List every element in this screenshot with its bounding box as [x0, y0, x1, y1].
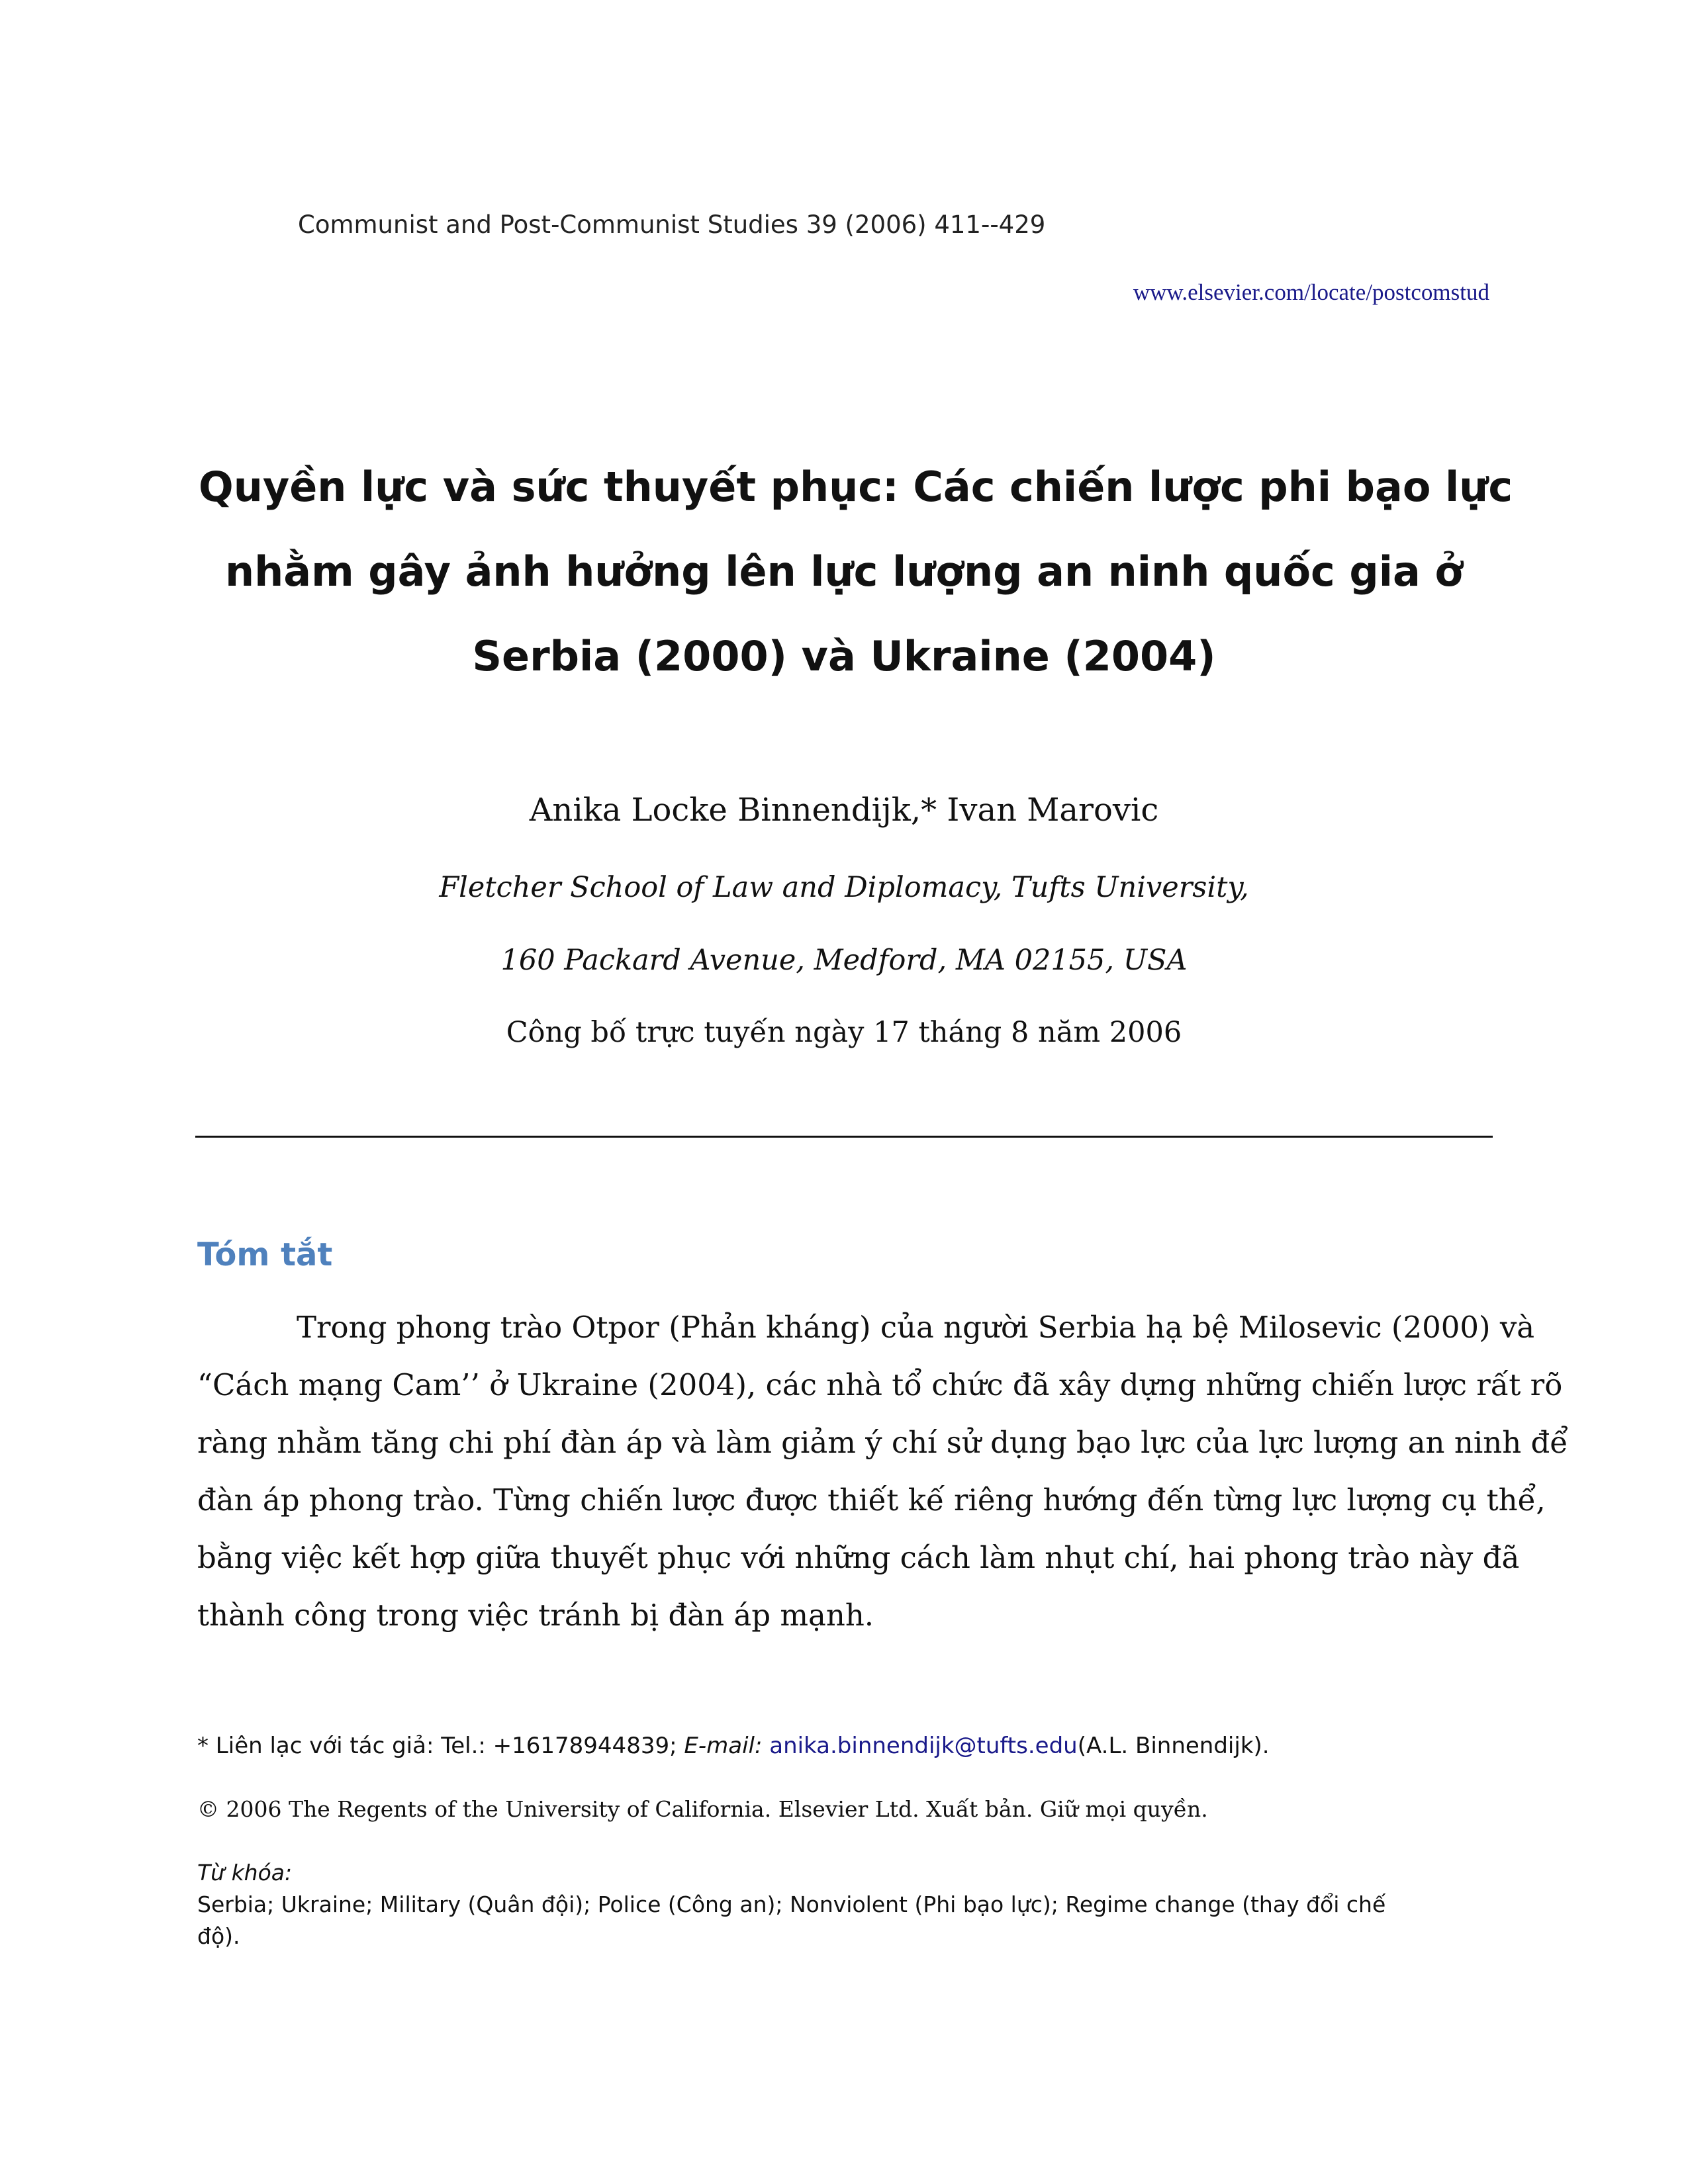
abstract-body	[197, 1298, 1568, 1644]
affiliation-line-1: Fletcher School of Law and Diplomacy, Tufts University,	[439, 871, 1249, 904]
footnote-contact: * Liên lạc với tác giả: Tel.: +16178944839;	[197, 1733, 684, 1759]
author-list: Anika Locke Binnendijk,* Ivan Marovic	[529, 792, 1159, 829]
footnote-email-link[interactable]: anika.binnendijk@tufts.edu	[769, 1733, 1078, 1759]
publication-date: Công bố trực tuyến ngày 17 tháng 8 năm 2006	[506, 1016, 1182, 1049]
affiliation-line-2: 160 Packard Avenue, Medford, MA 02155, USA	[500, 944, 1188, 977]
copyright-notice: © 2006 The Regents of the University of California. Elsevier Ltd. Xuất bản. Giữ mọi quyền.	[197, 1796, 1208, 1822]
abstract-line: Trong phong trào Otpor (Phản kháng) của người Serbia hạ bệ Milosevic (2000) và	[297, 1310, 1535, 1345]
abstract-line: “Cách mạng Cam’’ ở Ukraine (2004), các nhà tổ chức đã xây dựng những chiến lược rất rõ	[197, 1367, 1563, 1402]
header-divider	[195, 1136, 1493, 1138]
journal-citation: Communist and Post-Communist Studies 39 (2006) 411--429	[298, 210, 1046, 239]
abstract-line: bằng việc kết hợp giữa thuyết phục với những cách làm nhụt chí, hai phong trào này đã	[197, 1540, 1520, 1575]
journal-url-link[interactable]: www.elsevier.com/locate/postcomstud	[1133, 279, 1489, 305]
abstract-heading: Tóm tắt	[197, 1236, 333, 1273]
abstract-line: thành công trong việc tránh bị đàn áp mạnh.	[197, 1598, 874, 1633]
abstract-line: đàn áp phong trào. Từng chiến lược được thiết kế riêng hướng đến từng lực lượng cụ thể,	[197, 1482, 1546, 1518]
paper-title	[199, 445, 1513, 699]
title-line-1: Quyền lực và sức thuyết phục: Các chiến lược phi bạo lực	[199, 463, 1513, 511]
keywords-line-2: độ).	[197, 1923, 240, 1949]
title-line-2: nhằm gây ảnh hưởng lên lực lượng an ninh quốc gia ở	[224, 547, 1464, 596]
keywords-line-1: Serbia; Ukraine; Military (Quân đội); Police (Công an); Nonviolent (Phi bạo lực); Regime change (thay đổi chế	[197, 1891, 1386, 1917]
abstract-line: ràng nhằm tăng chi phí đàn áp và làm giảm ý chí sử dụng bạo lực của lực lượng an ninh để	[197, 1425, 1568, 1460]
title-line-3: Serbia (2000) và Ukraine (2004)	[472, 632, 1216, 680]
keywords-label: Từ khóa:	[197, 1860, 293, 1886]
corresponding-author-footnote	[197, 1733, 1270, 1759]
footnote-email-label: E-mail:	[684, 1733, 763, 1759]
footnote-suffix: (A.L. Binnendijk).	[1077, 1733, 1270, 1759]
keywords	[197, 1857, 1495, 1952]
